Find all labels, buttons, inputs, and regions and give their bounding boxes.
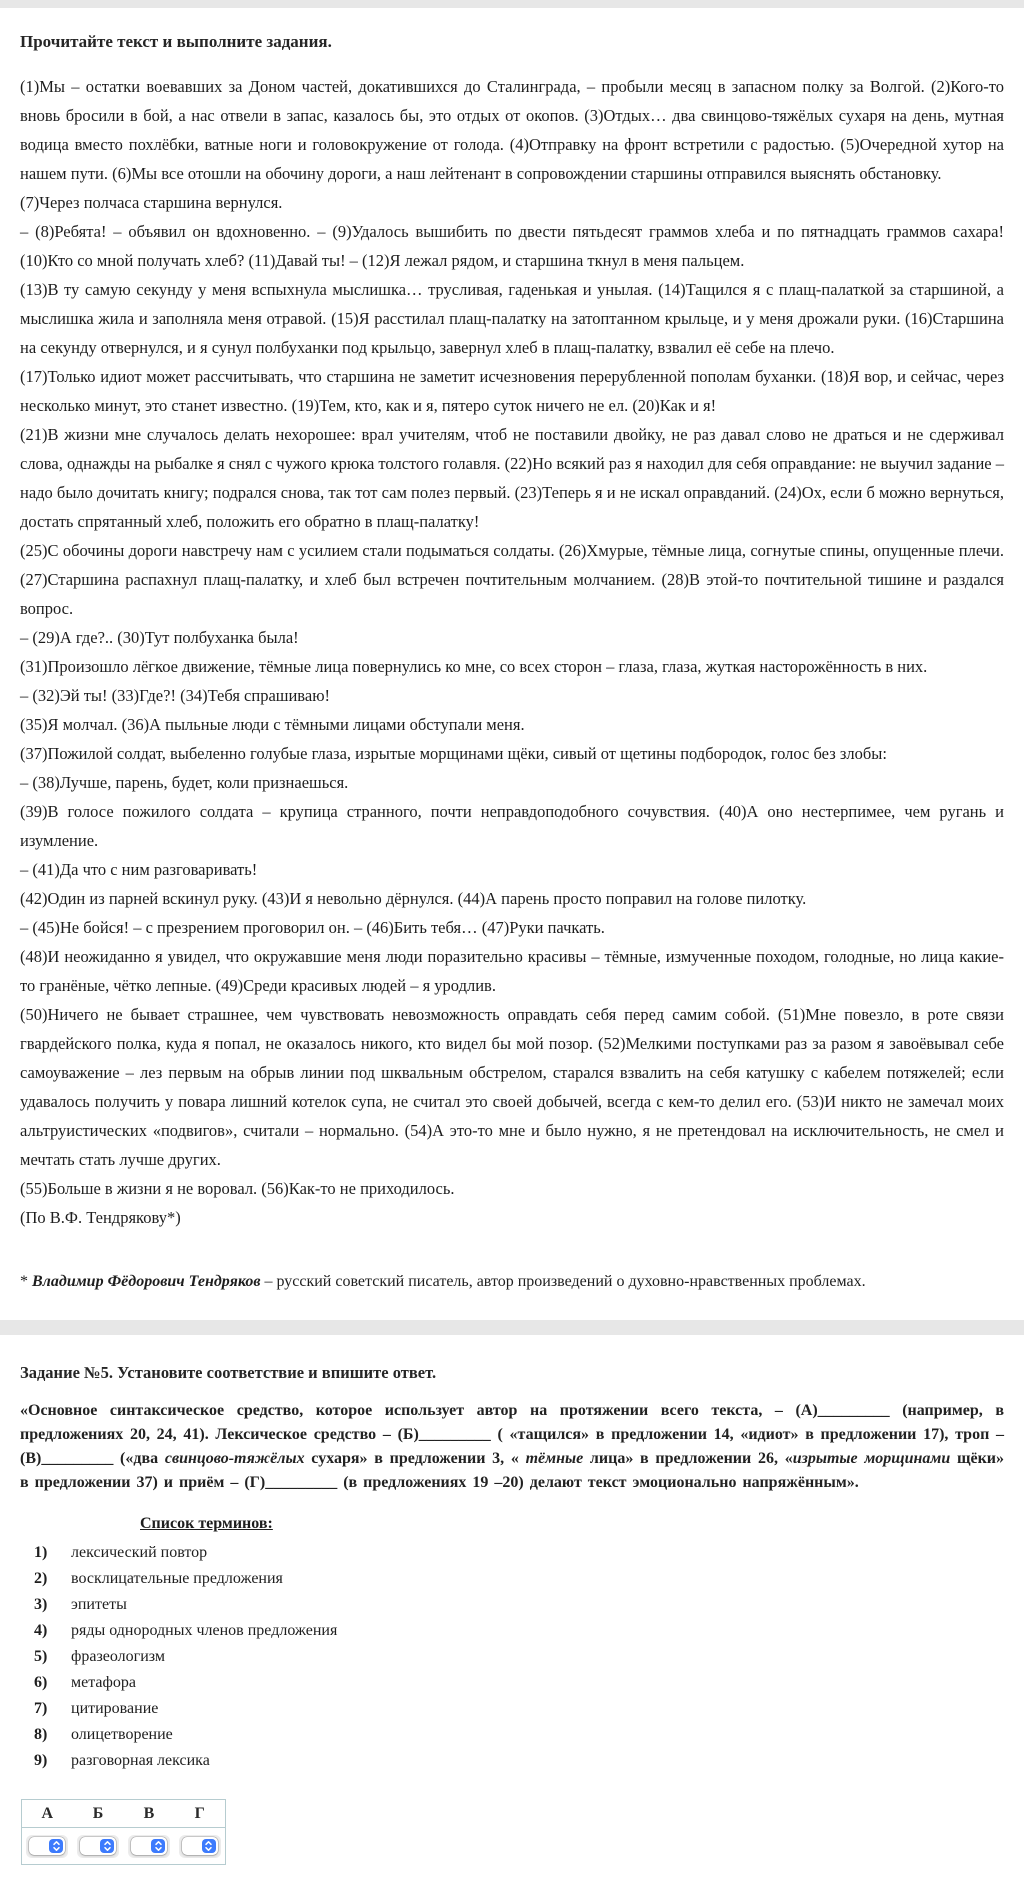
term-label: восклицательные предложения bbox=[71, 1569, 283, 1587]
answer-table bbox=[21, 1799, 226, 1865]
term-item bbox=[34, 1747, 1004, 1773]
term-label: ряды однородных членов предложения bbox=[71, 1621, 338, 1639]
term-label: лексический повтор bbox=[71, 1543, 208, 1561]
up-down-chevrons-icon bbox=[151, 1839, 165, 1853]
footnote-author: Владимир Фёдорович Тендряков bbox=[32, 1273, 261, 1290]
term-item bbox=[34, 1591, 1004, 1617]
term-label: разговорная лексика bbox=[71, 1751, 210, 1769]
footnote-marker: * bbox=[20, 1273, 32, 1290]
instruction-header: Прочитайте текст и выполните задания. bbox=[20, 32, 332, 51]
up-down-chevrons-icon bbox=[49, 1839, 63, 1853]
text-paragraph: (17)Только идиот может рассчитывать, что старшина не заметит исчезновения перерубленной пополам буханки. (18)Я вор, и сейчас, через несколько минут, это станет известно. (19)Тем, кто, как и я, пятеро суток ничего не ел. (20)Как и я! bbox=[20, 367, 1004, 415]
text-paragraph: (55)Больше в жизни я не воровал. (56)Как-то не приходилось. bbox=[20, 1179, 455, 1198]
term-label: олицетворение bbox=[71, 1725, 173, 1743]
text-paragraph: (13)В ту самую секунду у меня вспыхнула мыслишка… трусливая, гаденькая и унылая. (14)Тащился я с плащ-палаткой за старшиной, а мыслишка жила и заполняла меня отравой. (15)Я расстилал плащ-палатку на затоптанном крыльце, и у меня дрожали руки. (16)Старшина на секунду отвернулся, и я сунул полбуханки под крыльцо, завернул хлеб в плащ-палатку, взвалил её себе на плечо. bbox=[20, 280, 1004, 357]
text-paragraph: (37)Пожилой солдат, выбеленно голубые глаза, изрытые морщинами щёки, сивый от щетины подбородок, голос без злобы: bbox=[20, 744, 887, 763]
answer-select-g[interactable] bbox=[179, 1835, 221, 1858]
term-item bbox=[34, 1669, 1004, 1695]
text-paragraph: – (41)Да что с ним разговаривать! bbox=[20, 860, 258, 879]
section-divider bbox=[0, 1320, 1024, 1335]
term-label: эпитеты bbox=[71, 1595, 127, 1613]
top-divider bbox=[0, 0, 1024, 8]
term-label: фразеологизм bbox=[71, 1647, 166, 1665]
reading-text bbox=[20, 72, 1004, 1232]
text-paragraph: (42)Один из парней вскинул руку. (43)И я невольно дёрнулся. (44)А парень просто поправил на голове пилотку. bbox=[20, 889, 807, 908]
term-item bbox=[34, 1539, 1004, 1565]
author-footnote bbox=[20, 1270, 1004, 1294]
answer-column-b: Б bbox=[73, 1800, 124, 1828]
term-number: 7) bbox=[34, 1699, 48, 1717]
answer-table-input-row bbox=[22, 1828, 226, 1865]
term-number: 3) bbox=[34, 1595, 48, 1613]
text-paragraph: – (38)Лучше, парень, будет, коли признаешься. bbox=[20, 773, 349, 792]
text-paragraph: (31)Произошло лёгкое движение, тёмные лица повернулись ко мне, со всех сторон – глаза, глаза, жуткая насторожённость в них. bbox=[20, 657, 928, 676]
answer-select-a[interactable] bbox=[26, 1835, 68, 1858]
text-paragraph: (39)В голосе пожилого солдата – крупица странного, почти неправдоподобного сочувствия. (40)А оно нестерпимее, чем ругань и изумление. bbox=[20, 802, 1004, 850]
answer-column-a: А bbox=[22, 1800, 73, 1828]
term-number: 1) bbox=[34, 1543, 48, 1561]
answer-table-header-row bbox=[22, 1800, 226, 1828]
term-number: 4) bbox=[34, 1621, 48, 1639]
footnote-text: – русский советский писатель, автор произведений о духовно-нравственных проблемах. bbox=[260, 1273, 866, 1290]
term-label: метафора bbox=[71, 1673, 136, 1691]
answer-select-b[interactable] bbox=[77, 1835, 119, 1858]
text-paragraph: – (29)А где?.. (30)Тут полбуханка была! bbox=[20, 628, 299, 647]
term-item bbox=[34, 1565, 1004, 1591]
term-label: цитирование bbox=[71, 1699, 159, 1717]
text-paragraph: (7)Через полчаса старшина вернулся. bbox=[20, 193, 283, 212]
text-paragraph: – (32)Эй ты! (33)Где?! (34)Тебя спрашиваю! bbox=[20, 686, 331, 705]
terms-list bbox=[20, 1539, 1004, 1773]
reading-section bbox=[0, 32, 1024, 1294]
text-paragraph: (21)В жизни мне случалось делать нехорошее: врал учителям, чтоб не поставили двойку, не раз давал слово не драться и не сдерживал слова, однажды на рыбалке я снял с чужого крюка толстого голавля. (22)Но всякий раз я находил для себя оправдание: не выучил задание – надо было дочитать книгу; подрался снова, так тот сам полез первый. (23)Теперь я и не искал оправданий. (24)Ох, если б можно вернуться, достать спрятанный хлеб, положить его обратно в плащ-палатку! bbox=[20, 425, 1004, 531]
text-paragraph: (48)И неожиданно я увидел, что окружавшие меня люди поразительно красивы – тёмные, измученные походом, голодные, но лица какие-то гранёные, чётко лепные. (49)Среди красивых людей – я уродлив. bbox=[20, 947, 1004, 995]
text-paragraph: (По В.Ф. Тендрякову*) bbox=[20, 1208, 181, 1227]
term-number: 6) bbox=[34, 1673, 48, 1691]
task-prompt: «Основное синтаксическое средство, которое использует автор на протяжении всего текста, – (А)_________ (например, в предложениях 20, 24, 41). Лексическое средство – (Б)_________ ( «тащился» в предложении 14, «идиот» в предложении 17), троп – (В)_________ («два свинцово-тяжёлых сухаря» в предложении 3, « тёмные лица» в предложении 26, «изрытые морщинами щёки» в предложении 37) и приём – (Г)_________ (в предложениях 19 –20) делают текст эмоционально напряжённым». bbox=[20, 1402, 1005, 1491]
text-paragraph: – (45)Не бойся! – с презрением проговорил он. – (46)Бить тебя… (47)Руки пачкать. bbox=[20, 918, 605, 937]
answer-column-g: Г bbox=[175, 1800, 226, 1828]
text-paragraph: (25)С обочины дороги навстречу нам с усилием стали подыматься солдаты. (26)Хмурые, тёмные лица, согнутые спины, опущенные плечи. (27)Старшина распахнул плащ-палатку, и хлеб был встречен почтительным молчанием. (28)В этой-то почтительной тишине и раздался вопрос. bbox=[20, 541, 1004, 618]
up-down-chevrons-icon bbox=[100, 1839, 114, 1853]
answer-select-v[interactable] bbox=[128, 1835, 170, 1858]
text-paragraph: (35)Я молчал. (36)А пыльные люди с тёмными лицами обступали меня. bbox=[20, 715, 525, 734]
text-paragraph: – (8)Ребята! – объявил он вдохновенно. – (9)Удалось вышибить по двести пятьдесят граммов хлеба и по пятнадцать граммов сахара! (10)Кто со мной получать хлеб? (11)Давай ты! – (12)Я лежал рядом, и старшина ткнул в меня пальцем. bbox=[20, 222, 1004, 270]
term-item bbox=[34, 1617, 1004, 1643]
term-number: 8) bbox=[34, 1725, 48, 1743]
text-paragraph: (50)Ничего не бывает страшнее, чем чувствовать невозможность оправдать себя перед самим собой. (51)Мне повезло, в роте связи гвардейского полка, куда я попал, не оказалось никого, кто видел бы мой позор. (52)Мелкими поступками раз за разом я завоёвывал себе самоуважение – лез первым на обрыв линии под шквальным обстрелом, старался взвалить на себя катушку с кабелем потяжелей; если удавалось получить у повара лишний котелок супа, не считал это своей добычей, всегда с кем-то делил его. (53)И никто не замечал моих альтруистических «подвигов», считали – нормально. (54)А это-то мне и было нужно, я не претендовал на исключительность, не смел и мечтать стать лучше других. bbox=[20, 1005, 1004, 1169]
term-item bbox=[34, 1721, 1004, 1747]
answer-column-v: В bbox=[124, 1800, 175, 1828]
term-item bbox=[34, 1695, 1004, 1721]
text-paragraph: (1)Мы – остатки воевавших за Доном частей, докатившихся до Сталинграда, – пробыли месяц в запасном полку за Волгой. (2)Кого-то вновь бросили в бой, а нас отвели в запас, казалось бы, это отдых от окопов. (3)Отдых… два свинцово-тяжёлых сухаря на день, мутная водица вместо похлёбки, ватные ноги и головокружение от голода. (4)Отправку на фронт встретили с радостью. (5)Очередной хутор на нашем пути. (6)Мы все отошли на обочину дороги, а наш лейтенант в сопровождении старшины отправился выяснять обстановку. bbox=[20, 77, 1004, 183]
up-down-chevrons-icon bbox=[202, 1839, 216, 1853]
term-number: 2) bbox=[34, 1569, 48, 1587]
task-section bbox=[0, 1363, 1024, 1865]
term-number: 5) bbox=[34, 1647, 48, 1665]
terms-header: Список терминов: bbox=[140, 1515, 273, 1532]
term-item bbox=[34, 1643, 1004, 1669]
term-number: 9) bbox=[34, 1751, 48, 1769]
task-header: Задание №5. Установите соответствие и впишите ответ. bbox=[20, 1363, 437, 1382]
